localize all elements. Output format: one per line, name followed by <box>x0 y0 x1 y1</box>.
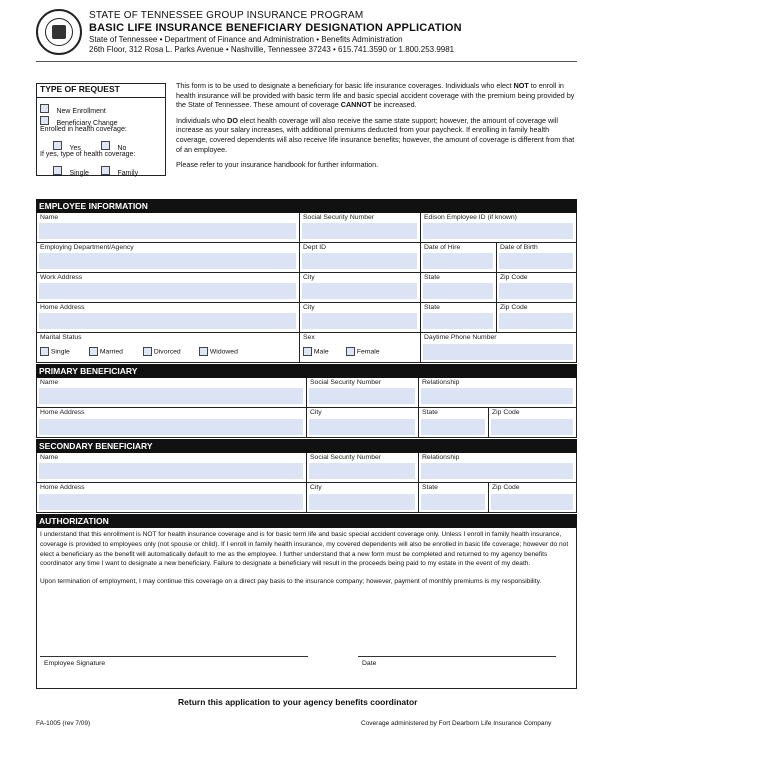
secondary-beneficiary-heading: SECONDARY BENEFICIARY <box>36 439 577 453</box>
employee-ssn-field[interactable]: Social Security Number <box>300 213 421 243</box>
edison-id-field[interactable]: Edison Employee ID (if known) <box>421 213 576 243</box>
enrolled-health-question: Enrolled in health coverage: <box>40 126 127 133</box>
secondary-home-address-field[interactable]: Home Address <box>37 483 307 513</box>
home-city-field[interactable]: City <box>300 303 421 333</box>
beneficiary-change-label: Beneficiary Change <box>56 120 118 127</box>
department-field[interactable]: Employing Department/Agency <box>37 243 300 273</box>
form-number: FA-1005 (rev 7/09) <box>36 720 91 727</box>
primary-zip-field[interactable]: Zip Code <box>489 408 576 438</box>
secondary-name-field[interactable]: Name <box>37 453 307 483</box>
work-address-field[interactable]: Work Address <box>37 273 300 303</box>
marital-widowed-label: Widowed <box>209 348 238 356</box>
health-yes-label: Yes <box>69 145 81 152</box>
date-of-hire-field[interactable]: Date of Hire <box>421 243 497 273</box>
header-divider <box>36 61 577 62</box>
marital-status-group: Marital Status Single Married Divorced Widowed <box>37 333 300 363</box>
daytime-phone-field[interactable]: Daytime Phone Number <box>421 333 576 363</box>
coverage-single-checkbox[interactable] <box>53 166 62 175</box>
secondary-state-field[interactable]: State <box>419 483 489 513</box>
secondary-zip-field[interactable]: Zip Code <box>489 483 576 513</box>
coverage-family-label: Family <box>117 170 139 177</box>
dept-id-field[interactable]: Dept ID <box>300 243 421 273</box>
state-seal-logo <box>36 9 82 55</box>
marital-married-checkbox[interactable] <box>89 347 98 356</box>
health-yes-checkbox[interactable] <box>53 141 62 150</box>
department-line: State of Tennessee • Department of Finance and Administration • Benefits Administration <box>89 35 403 44</box>
home-state-field[interactable]: State <box>421 303 497 333</box>
primary-relationship-field[interactable]: Relationship <box>419 378 576 408</box>
type-of-request-heading: TYPE OF REQUEST <box>40 84 120 94</box>
primary-city-field[interactable]: City <box>307 408 419 438</box>
coverage-type-question: If yes, type of health coverage: <box>40 151 136 158</box>
date-label: Date <box>362 660 377 667</box>
primary-beneficiary-heading: PRIMARY BENEFICIARY <box>36 364 577 378</box>
home-zip-field[interactable]: Zip Code <box>497 303 576 333</box>
form-title: BASIC LIFE INSURANCE BENEFICIARY DESIGNATION APPLICATION <box>89 22 462 34</box>
health-no-checkbox[interactable] <box>101 141 110 150</box>
authorization-heading: AUTHORIZATION <box>36 514 577 528</box>
primary-state-field[interactable]: State <box>419 408 489 438</box>
secondary-city-field[interactable]: City <box>307 483 419 513</box>
sex-male-label: Male <box>313 348 329 356</box>
health-no-label: No <box>117 145 127 152</box>
primary-name-field[interactable]: Name <box>37 378 307 408</box>
date-of-birth-field[interactable]: Date of Birth <box>497 243 576 273</box>
address-line: 26th Floor, 312 Rosa L. Parks Avenue • Nashville, Tennessee 37243 • 615.741.3590 or 1.800.253.9981 <box>89 45 455 54</box>
primary-home-address-field[interactable]: Home Address <box>37 408 307 438</box>
work-zip-field[interactable]: Zip Code <box>497 273 576 303</box>
employee-name-field[interactable]: Name <box>37 213 300 243</box>
authorization-box <box>36 527 577 689</box>
secondary-relationship-field[interactable]: Relationship <box>419 453 576 483</box>
sex-female-label: Female <box>356 348 380 356</box>
secondary-ssn-field[interactable]: Social Security Number <box>307 453 419 483</box>
marital-divorced-label: Divorced <box>153 348 181 356</box>
work-state-field[interactable]: State <box>421 273 497 303</box>
coverage-administrator: Coverage administered by Fort Dearborn Life Insurance Company <box>361 720 552 727</box>
sex-male-checkbox[interactable] <box>303 347 312 356</box>
marital-widowed-checkbox[interactable] <box>199 347 208 356</box>
termination-statement: Upon termination of employment, I may continue this coverage on a direct pay basis to the insurance company; however, payment of monthly premiums is my responsibility. <box>40 578 542 586</box>
coverage-single-label: Single <box>69 170 89 177</box>
marital-single-label: Single <box>50 348 70 356</box>
marital-divorced-checkbox[interactable] <box>143 347 152 356</box>
return-instructions: Return this application to your agency benefits coordinator <box>178 697 418 707</box>
primary-ssn-field[interactable]: Social Security Number <box>307 378 419 408</box>
employee-info-heading: EMPLOYEE INFORMATION <box>36 199 577 213</box>
sex-female-checkbox[interactable] <box>346 347 355 356</box>
date-line[interactable] <box>358 656 556 657</box>
coverage-family-checkbox[interactable] <box>101 166 110 175</box>
employee-info-grid <box>36 213 577 363</box>
marital-married-label: Married <box>99 348 123 356</box>
intro-text: This form is to be used to designate a beneficiary for basic life insurance coverages. Individuals who elect NOT to enroll in health insurance will be provided with basic term life and basic special accident coverage with the premium being provided by the State of Tennessee. These amount of coverage CANNOT be increased. Individuals who DO elect health coverage will also receive the same state support; however, the amount of coverage will increase as your salary increases, with additional premiums deducted from your paycheck. If enrolling in family health coverage, covered dependents will also receive life insurance benefits; however, the amount of coverage is different from that of an employee. Please refer to your insurance handbook for further information. <box>176 81 575 170</box>
program-name: STATE OF TENNESSEE GROUP INSURANCE PROGRAM <box>89 10 364 21</box>
signature-label: Employee Signature <box>44 660 106 667</box>
beneficiary-change-checkbox[interactable] <box>40 116 49 125</box>
home-address-field[interactable]: Home Address <box>37 303 300 333</box>
signature-line[interactable] <box>40 656 308 657</box>
authorization-statement: I understand that this enrollment is NOT for health insurance coverage and is for basic term life and basic special accident coverage only. Unless I enroll in family health insurance, coverage is provided to employees only (not spouse or child). If I enroll in family health insurance, my covered dependents will also be enrolled in basic life coverage; however do not elect a beneficiary as the benefit will automatically default to me as the employee. I further understand that a new form must be completed and returned to my agency benefits coordinator any time I want to designate a new beneficiary. Failure to designate a beneficiary will result in the proceeds being paid to my estate in the event of my death. <box>40 531 569 568</box>
marital-single-checkbox[interactable] <box>40 347 49 356</box>
secondary-beneficiary-grid <box>36 453 577 513</box>
work-city-field[interactable]: City <box>300 273 421 303</box>
new-enrollment-label: New Enrollment <box>56 108 106 115</box>
type-of-request-box <box>36 83 166 176</box>
sex-group: Sex Male Female <box>300 333 421 363</box>
primary-beneficiary-grid <box>36 378 577 438</box>
